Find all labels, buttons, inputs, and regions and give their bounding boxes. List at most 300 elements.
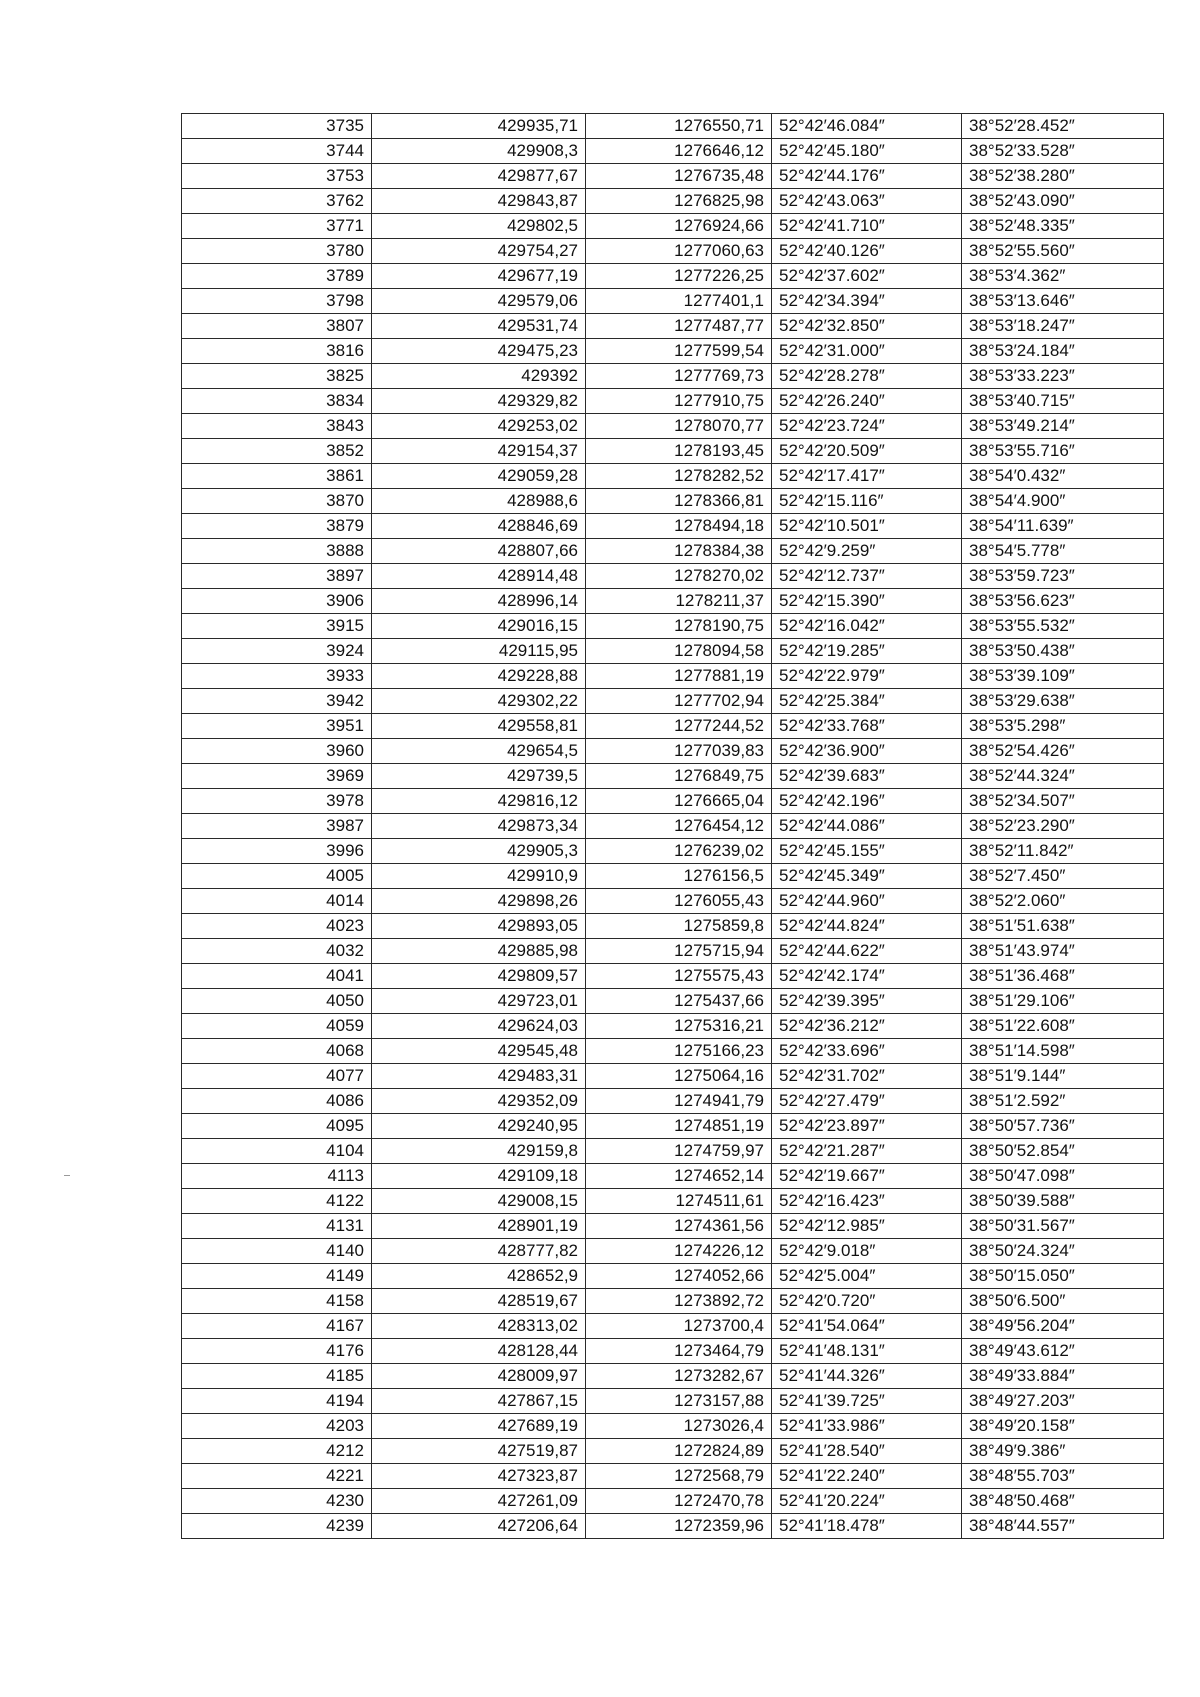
cell-y-coordinate: 1277769,73 bbox=[586, 364, 772, 389]
cell-y-coordinate: 1273464,79 bbox=[586, 1339, 772, 1364]
cell-x-coordinate: 429898,26 bbox=[372, 889, 586, 914]
table-row bbox=[182, 614, 1164, 639]
cell-x-coordinate: 429253,02 bbox=[372, 414, 586, 439]
cell-y-coordinate: 1273282,67 bbox=[586, 1364, 772, 1389]
cell-x-coordinate: 428652,9 bbox=[372, 1264, 586, 1289]
cell-latitude: 52°42′21.287″ bbox=[772, 1139, 962, 1164]
cell-latitude: 52°41′18.478″ bbox=[772, 1514, 962, 1539]
cell-longitude: 38°52′55.560″ bbox=[962, 239, 1164, 264]
cell-latitude: 52°42′26.240″ bbox=[772, 389, 962, 414]
cell-longitude: 38°54′0.432″ bbox=[962, 464, 1164, 489]
cell-y-coordinate: 1278070,77 bbox=[586, 414, 772, 439]
cell-y-coordinate: 1276550,71 bbox=[586, 114, 772, 139]
cell-point-number: 4131 bbox=[182, 1214, 372, 1239]
cell-point-number: 3969 bbox=[182, 764, 372, 789]
cell-x-coordinate: 429352,09 bbox=[372, 1089, 586, 1114]
cell-longitude: 38°49′33.884″ bbox=[962, 1364, 1164, 1389]
table-row bbox=[182, 289, 1164, 314]
cell-latitude: 52°42′20.509″ bbox=[772, 439, 962, 464]
table-row bbox=[182, 1414, 1164, 1439]
cell-point-number: 4104 bbox=[182, 1139, 372, 1164]
cell-point-number: 3915 bbox=[182, 614, 372, 639]
cell-x-coordinate: 427261,09 bbox=[372, 1489, 586, 1514]
cell-y-coordinate: 1277487,77 bbox=[586, 314, 772, 339]
cell-y-coordinate: 1275064,16 bbox=[586, 1064, 772, 1089]
table-row bbox=[182, 539, 1164, 564]
cell-longitude: 38°51′2.592″ bbox=[962, 1089, 1164, 1114]
cell-longitude: 38°53′59.723″ bbox=[962, 564, 1164, 589]
margin-mark bbox=[64, 1175, 70, 1176]
cell-latitude: 52°41′44.326″ bbox=[772, 1364, 962, 1389]
cell-longitude: 38°52′2.060″ bbox=[962, 889, 1164, 914]
cell-latitude: 52°42′36.900″ bbox=[772, 739, 962, 764]
cell-y-coordinate: 1276735,48 bbox=[586, 164, 772, 189]
cell-latitude: 52°42′9.018″ bbox=[772, 1239, 962, 1264]
cell-longitude: 38°51′36.468″ bbox=[962, 964, 1164, 989]
cell-point-number: 4194 bbox=[182, 1389, 372, 1414]
cell-latitude: 52°42′17.417″ bbox=[772, 464, 962, 489]
table-row bbox=[182, 314, 1164, 339]
table-row bbox=[182, 339, 1164, 364]
cell-y-coordinate: 1274652,14 bbox=[586, 1164, 772, 1189]
cell-point-number: 4059 bbox=[182, 1014, 372, 1039]
table-row bbox=[182, 1439, 1164, 1464]
cell-latitude: 52°42′5.004″ bbox=[772, 1264, 962, 1289]
cell-point-number: 3789 bbox=[182, 264, 372, 289]
cell-x-coordinate: 429159,8 bbox=[372, 1139, 586, 1164]
cell-latitude: 52°42′42.196″ bbox=[772, 789, 962, 814]
cell-point-number: 3924 bbox=[182, 639, 372, 664]
cell-longitude: 38°49′56.204″ bbox=[962, 1314, 1164, 1339]
cell-latitude: 52°42′46.084″ bbox=[772, 114, 962, 139]
table-row bbox=[182, 114, 1164, 139]
table-row bbox=[182, 789, 1164, 814]
cell-longitude: 38°52′44.324″ bbox=[962, 764, 1164, 789]
cell-latitude: 52°42′45.155″ bbox=[772, 839, 962, 864]
cell-latitude: 52°42′19.667″ bbox=[772, 1164, 962, 1189]
cell-x-coordinate: 429558,81 bbox=[372, 714, 586, 739]
cell-point-number: 4158 bbox=[182, 1289, 372, 1314]
cell-point-number: 4086 bbox=[182, 1089, 372, 1114]
cell-x-coordinate: 429483,31 bbox=[372, 1064, 586, 1089]
table-row bbox=[182, 439, 1164, 464]
cell-point-number: 3897 bbox=[182, 564, 372, 589]
cell-latitude: 52°42′22.979″ bbox=[772, 664, 962, 689]
cell-x-coordinate: 429654,5 bbox=[372, 739, 586, 764]
cell-point-number: 3825 bbox=[182, 364, 372, 389]
cell-longitude: 38°53′55.532″ bbox=[962, 614, 1164, 639]
cell-longitude: 38°53′24.184″ bbox=[962, 339, 1164, 364]
cell-latitude: 52°42′12.737″ bbox=[772, 564, 962, 589]
cell-y-coordinate: 1274052,66 bbox=[586, 1264, 772, 1289]
cell-point-number: 4230 bbox=[182, 1489, 372, 1514]
cell-point-number: 3762 bbox=[182, 189, 372, 214]
cell-latitude: 52°42′44.176″ bbox=[772, 164, 962, 189]
cell-x-coordinate: 429843,87 bbox=[372, 189, 586, 214]
cell-x-coordinate: 429908,3 bbox=[372, 139, 586, 164]
table-row bbox=[182, 989, 1164, 1014]
cell-y-coordinate: 1276454,12 bbox=[586, 814, 772, 839]
cell-y-coordinate: 1273892,72 bbox=[586, 1289, 772, 1314]
table-row bbox=[182, 714, 1164, 739]
cell-latitude: 52°42′10.501″ bbox=[772, 514, 962, 539]
cell-x-coordinate: 429240,95 bbox=[372, 1114, 586, 1139]
cell-y-coordinate: 1274226,12 bbox=[586, 1239, 772, 1264]
cell-latitude: 52°42′33.768″ bbox=[772, 714, 962, 739]
table-row bbox=[182, 589, 1164, 614]
table-row bbox=[182, 814, 1164, 839]
cell-latitude: 52°42′19.285″ bbox=[772, 639, 962, 664]
cell-x-coordinate: 429739,5 bbox=[372, 764, 586, 789]
cell-longitude: 38°52′7.450″ bbox=[962, 864, 1164, 889]
table-row bbox=[182, 839, 1164, 864]
cell-latitude: 52°42′0.720″ bbox=[772, 1289, 962, 1314]
cell-latitude: 52°42′40.126″ bbox=[772, 239, 962, 264]
cell-longitude: 38°48′55.703″ bbox=[962, 1464, 1164, 1489]
cell-point-number: 3888 bbox=[182, 539, 372, 564]
cell-longitude: 38°53′55.716″ bbox=[962, 439, 1164, 464]
cell-longitude: 38°52′28.452″ bbox=[962, 114, 1164, 139]
cell-x-coordinate: 429329,82 bbox=[372, 389, 586, 414]
cell-y-coordinate: 1277244,52 bbox=[586, 714, 772, 739]
cell-y-coordinate: 1277599,54 bbox=[586, 339, 772, 364]
cell-longitude: 38°52′33.528″ bbox=[962, 139, 1164, 164]
cell-point-number: 4068 bbox=[182, 1039, 372, 1064]
cell-point-number: 3753 bbox=[182, 164, 372, 189]
cell-y-coordinate: 1274851,19 bbox=[586, 1114, 772, 1139]
cell-longitude: 38°48′44.557″ bbox=[962, 1514, 1164, 1539]
cell-longitude: 38°50′47.098″ bbox=[962, 1164, 1164, 1189]
cell-y-coordinate: 1277039,83 bbox=[586, 739, 772, 764]
cell-point-number: 4176 bbox=[182, 1339, 372, 1364]
table-row bbox=[182, 1489, 1164, 1514]
cell-point-number: 4077 bbox=[182, 1064, 372, 1089]
cell-x-coordinate: 429910,9 bbox=[372, 864, 586, 889]
table-row bbox=[182, 1164, 1164, 1189]
coordinates-table bbox=[181, 113, 1164, 1539]
cell-point-number: 3978 bbox=[182, 789, 372, 814]
cell-point-number: 4185 bbox=[182, 1364, 372, 1389]
cell-latitude: 52°42′31.702″ bbox=[772, 1064, 962, 1089]
table-row bbox=[182, 1289, 1164, 1314]
cell-point-number: 3798 bbox=[182, 289, 372, 314]
cell-longitude: 38°49′20.158″ bbox=[962, 1414, 1164, 1439]
cell-latitude: 52°42′44.086″ bbox=[772, 814, 962, 839]
cell-longitude: 38°53′5.298″ bbox=[962, 714, 1164, 739]
cell-point-number: 4221 bbox=[182, 1464, 372, 1489]
cell-longitude: 38°50′6.500″ bbox=[962, 1289, 1164, 1314]
cell-latitude: 52°42′44.622″ bbox=[772, 939, 962, 964]
cell-latitude: 52°42′45.180″ bbox=[772, 139, 962, 164]
cell-latitude: 52°42′42.174″ bbox=[772, 964, 962, 989]
cell-longitude: 38°53′33.223″ bbox=[962, 364, 1164, 389]
cell-longitude: 38°52′54.426″ bbox=[962, 739, 1164, 764]
table-row bbox=[182, 564, 1164, 589]
cell-point-number: 3951 bbox=[182, 714, 372, 739]
cell-y-coordinate: 1273700,4 bbox=[586, 1314, 772, 1339]
table-row bbox=[182, 1264, 1164, 1289]
table-row bbox=[182, 914, 1164, 939]
table-row bbox=[182, 1039, 1164, 1064]
table-row bbox=[182, 489, 1164, 514]
cell-x-coordinate: 429531,74 bbox=[372, 314, 586, 339]
cell-x-coordinate: 427519,87 bbox=[372, 1439, 586, 1464]
cell-longitude: 38°54′4.900″ bbox=[962, 489, 1164, 514]
cell-x-coordinate: 429935,71 bbox=[372, 114, 586, 139]
cell-longitude: 38°48′50.468″ bbox=[962, 1489, 1164, 1514]
cell-y-coordinate: 1278193,45 bbox=[586, 439, 772, 464]
cell-longitude: 38°50′24.324″ bbox=[962, 1239, 1164, 1264]
cell-longitude: 38°52′11.842″ bbox=[962, 839, 1164, 864]
cell-point-number: 4239 bbox=[182, 1514, 372, 1539]
table-row bbox=[182, 889, 1164, 914]
cell-x-coordinate: 429802,5 bbox=[372, 214, 586, 239]
cell-latitude: 52°41′20.224″ bbox=[772, 1489, 962, 1514]
cell-latitude: 52°42′33.696″ bbox=[772, 1039, 962, 1064]
table-row bbox=[182, 514, 1164, 539]
cell-x-coordinate: 429302,22 bbox=[372, 689, 586, 714]
table-row bbox=[182, 964, 1164, 989]
table-row bbox=[182, 639, 1164, 664]
cell-y-coordinate: 1275316,21 bbox=[586, 1014, 772, 1039]
cell-point-number: 3771 bbox=[182, 214, 372, 239]
cell-y-coordinate: 1277910,75 bbox=[586, 389, 772, 414]
cell-latitude: 52°42′45.349″ bbox=[772, 864, 962, 889]
cell-latitude: 52°42′44.960″ bbox=[772, 889, 962, 914]
coordinates-table-body bbox=[182, 114, 1164, 1539]
cell-y-coordinate: 1275575,43 bbox=[586, 964, 772, 989]
table-row bbox=[182, 1339, 1164, 1364]
cell-point-number: 3834 bbox=[182, 389, 372, 414]
cell-x-coordinate: 429115,95 bbox=[372, 639, 586, 664]
cell-latitude: 52°42′34.394″ bbox=[772, 289, 962, 314]
cell-x-coordinate: 429677,19 bbox=[372, 264, 586, 289]
cell-longitude: 38°53′40.715″ bbox=[962, 389, 1164, 414]
cell-latitude: 52°42′43.063″ bbox=[772, 189, 962, 214]
table-row bbox=[182, 1239, 1164, 1264]
cell-x-coordinate: 429059,28 bbox=[372, 464, 586, 489]
cell-point-number: 3744 bbox=[182, 139, 372, 164]
cell-y-coordinate: 1274941,79 bbox=[586, 1089, 772, 1114]
cell-y-coordinate: 1278282,52 bbox=[586, 464, 772, 489]
cell-point-number: 3906 bbox=[182, 589, 372, 614]
cell-point-number: 3861 bbox=[182, 464, 372, 489]
cell-longitude: 38°52′23.290″ bbox=[962, 814, 1164, 839]
table-row bbox=[182, 1514, 1164, 1539]
cell-x-coordinate: 428901,19 bbox=[372, 1214, 586, 1239]
cell-y-coordinate: 1275859,8 bbox=[586, 914, 772, 939]
cell-y-coordinate: 1278366,81 bbox=[586, 489, 772, 514]
cell-x-coordinate: 427867,15 bbox=[372, 1389, 586, 1414]
cell-y-coordinate: 1277226,25 bbox=[586, 264, 772, 289]
table-row bbox=[182, 1014, 1164, 1039]
table-row bbox=[182, 389, 1164, 414]
cell-x-coordinate: 429885,98 bbox=[372, 939, 586, 964]
cell-longitude: 38°53′56.623″ bbox=[962, 589, 1164, 614]
cell-x-coordinate: 428313,02 bbox=[372, 1314, 586, 1339]
cell-point-number: 3816 bbox=[182, 339, 372, 364]
cell-x-coordinate: 427689,19 bbox=[372, 1414, 586, 1439]
cell-point-number: 3807 bbox=[182, 314, 372, 339]
cell-latitude: 52°42′31.000″ bbox=[772, 339, 962, 364]
cell-longitude: 38°51′43.974″ bbox=[962, 939, 1164, 964]
cell-point-number: 4095 bbox=[182, 1114, 372, 1139]
cell-longitude: 38°53′39.109″ bbox=[962, 664, 1164, 689]
cell-longitude: 38°49′27.203″ bbox=[962, 1389, 1164, 1414]
table-row bbox=[182, 239, 1164, 264]
cell-longitude: 38°51′51.638″ bbox=[962, 914, 1164, 939]
cell-latitude: 52°42′32.850″ bbox=[772, 314, 962, 339]
cell-y-coordinate: 1278384,38 bbox=[586, 539, 772, 564]
cell-x-coordinate: 429016,15 bbox=[372, 614, 586, 639]
cell-y-coordinate: 1275715,94 bbox=[586, 939, 772, 964]
cell-y-coordinate: 1272359,96 bbox=[586, 1514, 772, 1539]
cell-latitude: 52°42′23.724″ bbox=[772, 414, 962, 439]
cell-y-coordinate: 1278270,02 bbox=[586, 564, 772, 589]
table-row bbox=[182, 414, 1164, 439]
table-row bbox=[182, 664, 1164, 689]
cell-x-coordinate: 428914,48 bbox=[372, 564, 586, 589]
table-row bbox=[182, 1139, 1164, 1164]
table-row bbox=[182, 139, 1164, 164]
cell-x-coordinate: 429008,15 bbox=[372, 1189, 586, 1214]
cell-x-coordinate: 428996,14 bbox=[372, 589, 586, 614]
cell-x-coordinate: 429475,23 bbox=[372, 339, 586, 364]
cell-point-number: 4122 bbox=[182, 1189, 372, 1214]
cell-latitude: 52°42′39.395″ bbox=[772, 989, 962, 1014]
cell-longitude: 38°52′38.280″ bbox=[962, 164, 1164, 189]
cell-point-number: 3996 bbox=[182, 839, 372, 864]
cell-longitude: 38°53′29.638″ bbox=[962, 689, 1164, 714]
cell-point-number: 4014 bbox=[182, 889, 372, 914]
cell-point-number: 3942 bbox=[182, 689, 372, 714]
cell-point-number: 4167 bbox=[182, 1314, 372, 1339]
cell-y-coordinate: 1272824,89 bbox=[586, 1439, 772, 1464]
cell-x-coordinate: 429754,27 bbox=[372, 239, 586, 264]
cell-y-coordinate: 1276825,98 bbox=[586, 189, 772, 214]
cell-point-number: 3879 bbox=[182, 514, 372, 539]
cell-x-coordinate: 429545,48 bbox=[372, 1039, 586, 1064]
cell-y-coordinate: 1274511,61 bbox=[586, 1189, 772, 1214]
cell-point-number: 3780 bbox=[182, 239, 372, 264]
cell-latitude: 52°42′16.042″ bbox=[772, 614, 962, 639]
cell-y-coordinate: 1276646,12 bbox=[586, 139, 772, 164]
cell-x-coordinate: 429893,05 bbox=[372, 914, 586, 939]
cell-longitude: 38°51′22.608″ bbox=[962, 1014, 1164, 1039]
coordinates-sheet bbox=[181, 113, 1163, 1539]
cell-y-coordinate: 1276665,04 bbox=[586, 789, 772, 814]
cell-x-coordinate: 429816,12 bbox=[372, 789, 586, 814]
cell-point-number: 4050 bbox=[182, 989, 372, 1014]
cell-y-coordinate: 1274759,97 bbox=[586, 1139, 772, 1164]
cell-x-coordinate: 427206,64 bbox=[372, 1514, 586, 1539]
cell-latitude: 52°42′27.479″ bbox=[772, 1089, 962, 1114]
cell-point-number: 4023 bbox=[182, 914, 372, 939]
cell-latitude: 52°41′48.131″ bbox=[772, 1339, 962, 1364]
cell-y-coordinate: 1277060,63 bbox=[586, 239, 772, 264]
cell-point-number: 4203 bbox=[182, 1414, 372, 1439]
cell-x-coordinate: 429723,01 bbox=[372, 989, 586, 1014]
cell-latitude: 52°42′25.384″ bbox=[772, 689, 962, 714]
table-row bbox=[182, 1364, 1164, 1389]
cell-y-coordinate: 1278211,37 bbox=[586, 589, 772, 614]
cell-latitude: 52°42′36.212″ bbox=[772, 1014, 962, 1039]
cell-longitude: 38°54′5.778″ bbox=[962, 539, 1164, 564]
cell-point-number: 4113 bbox=[182, 1164, 372, 1189]
cell-x-coordinate: 429579,06 bbox=[372, 289, 586, 314]
cell-longitude: 38°49′43.612″ bbox=[962, 1339, 1164, 1364]
table-row bbox=[182, 164, 1164, 189]
cell-latitude: 52°42′39.683″ bbox=[772, 764, 962, 789]
cell-x-coordinate: 428777,82 bbox=[372, 1239, 586, 1264]
cell-longitude: 38°49′9.386″ bbox=[962, 1439, 1164, 1464]
cell-longitude: 38°54′11.639″ bbox=[962, 514, 1164, 539]
cell-y-coordinate: 1278494,18 bbox=[586, 514, 772, 539]
cell-x-coordinate: 428846,69 bbox=[372, 514, 586, 539]
cell-point-number: 4005 bbox=[182, 864, 372, 889]
cell-point-number: 3843 bbox=[182, 414, 372, 439]
table-row bbox=[182, 1464, 1164, 1489]
cell-longitude: 38°53′49.214″ bbox=[962, 414, 1164, 439]
cell-y-coordinate: 1276156,5 bbox=[586, 864, 772, 889]
cell-y-coordinate: 1272568,79 bbox=[586, 1464, 772, 1489]
table-row bbox=[182, 739, 1164, 764]
table-row bbox=[182, 1189, 1164, 1214]
cell-longitude: 38°51′9.144″ bbox=[962, 1064, 1164, 1089]
cell-x-coordinate: 429109,18 bbox=[372, 1164, 586, 1189]
cell-y-coordinate: 1275437,66 bbox=[586, 989, 772, 1014]
table-row bbox=[182, 214, 1164, 239]
cell-y-coordinate: 1274361,56 bbox=[586, 1214, 772, 1239]
cell-y-coordinate: 1276924,66 bbox=[586, 214, 772, 239]
table-row bbox=[182, 1114, 1164, 1139]
table-row bbox=[182, 1064, 1164, 1089]
cell-latitude: 52°41′54.064″ bbox=[772, 1314, 962, 1339]
cell-x-coordinate: 429392 bbox=[372, 364, 586, 389]
cell-longitude: 38°50′52.854″ bbox=[962, 1139, 1164, 1164]
cell-point-number: 3852 bbox=[182, 439, 372, 464]
cell-point-number: 4212 bbox=[182, 1439, 372, 1464]
table-row bbox=[182, 264, 1164, 289]
cell-point-number: 4032 bbox=[182, 939, 372, 964]
cell-point-number: 3933 bbox=[182, 664, 372, 689]
cell-x-coordinate: 429228,88 bbox=[372, 664, 586, 689]
cell-longitude: 38°51′29.106″ bbox=[962, 989, 1164, 1014]
cell-latitude: 52°42′28.278″ bbox=[772, 364, 962, 389]
table-row bbox=[182, 1314, 1164, 1339]
cell-longitude: 38°51′14.598″ bbox=[962, 1039, 1164, 1064]
table-row bbox=[182, 864, 1164, 889]
cell-x-coordinate: 429905,3 bbox=[372, 839, 586, 864]
cell-latitude: 52°41′33.986″ bbox=[772, 1414, 962, 1439]
cell-longitude: 38°52′34.507″ bbox=[962, 789, 1164, 814]
cell-longitude: 38°53′18.247″ bbox=[962, 314, 1164, 339]
cell-longitude: 38°50′57.736″ bbox=[962, 1114, 1164, 1139]
cell-point-number: 3735 bbox=[182, 114, 372, 139]
cell-x-coordinate: 429873,34 bbox=[372, 814, 586, 839]
cell-latitude: 52°41′22.240″ bbox=[772, 1464, 962, 1489]
table-row bbox=[182, 1089, 1164, 1114]
cell-y-coordinate: 1273157,88 bbox=[586, 1389, 772, 1414]
cell-x-coordinate: 428519,67 bbox=[372, 1289, 586, 1314]
cell-y-coordinate: 1278190,75 bbox=[586, 614, 772, 639]
cell-latitude: 52°42′16.423″ bbox=[772, 1189, 962, 1214]
table-row bbox=[182, 464, 1164, 489]
table-row bbox=[182, 764, 1164, 789]
cell-y-coordinate: 1278094,58 bbox=[586, 639, 772, 664]
cell-latitude: 52°42′12.985″ bbox=[772, 1214, 962, 1239]
table-row bbox=[182, 689, 1164, 714]
